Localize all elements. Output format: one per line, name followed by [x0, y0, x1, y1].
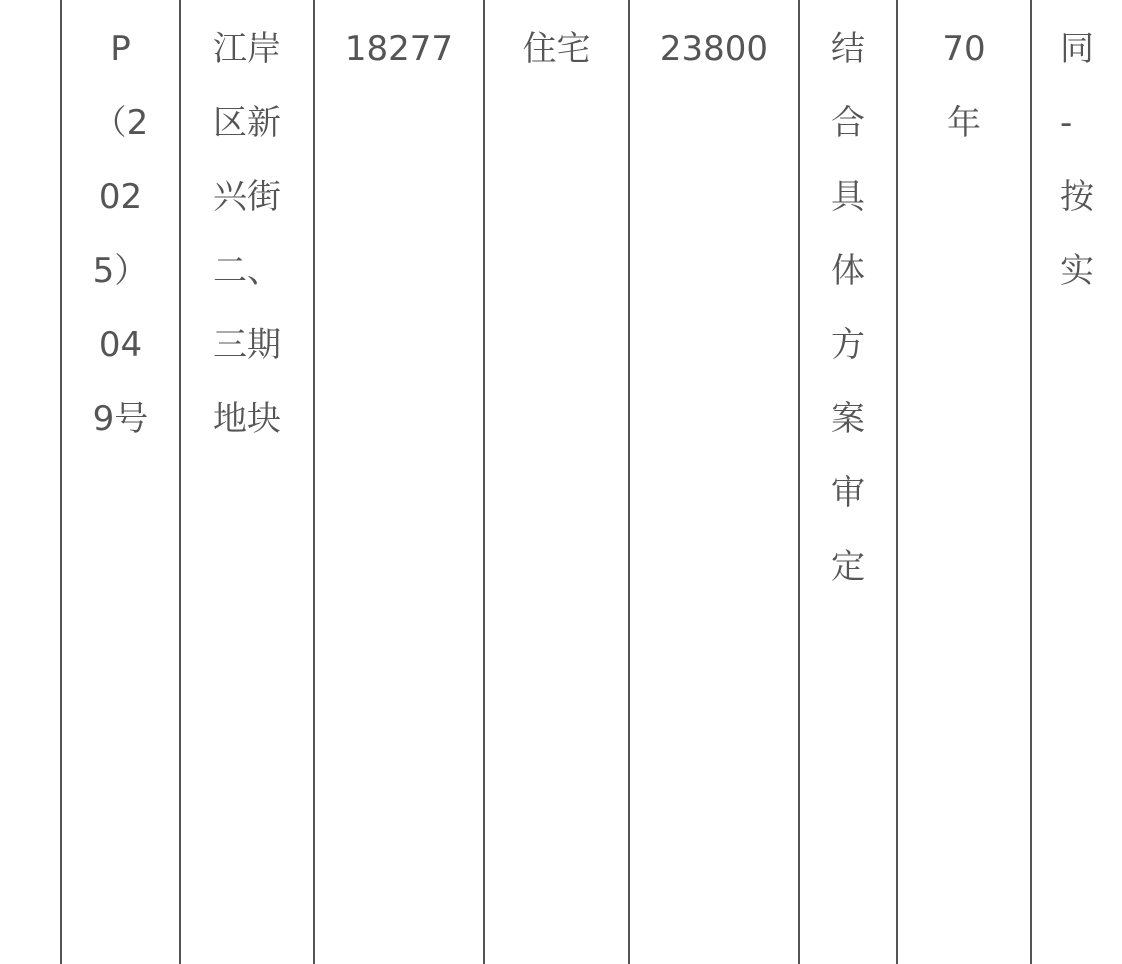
- cell-line: 同: [1060, 29, 1094, 69]
- cell-line: P: [110, 29, 131, 69]
- cell-line: 审: [831, 473, 865, 513]
- cell-use: [485, 0, 628, 964]
- cell-line: 地块: [213, 399, 281, 439]
- cell-line: 方: [831, 325, 865, 365]
- cell-value: 18277: [344, 29, 454, 69]
- cell-line: 区新: [213, 103, 281, 143]
- cell-line: 定: [831, 547, 865, 587]
- cell-line: 兴街: [213, 177, 281, 217]
- cell-line: 年: [947, 103, 981, 143]
- cell-line: 结: [831, 29, 865, 69]
- cell-value: 住宅: [522, 29, 591, 69]
- cell-value: 23800: [659, 29, 769, 69]
- cell-plan-note: [800, 0, 896, 964]
- cell-line: 三期: [213, 325, 281, 365]
- cell-line: 体: [831, 251, 865, 291]
- cell-line: 具: [831, 177, 865, 217]
- cell-price: [630, 0, 798, 964]
- cell-line: 02: [98, 177, 143, 217]
- cell-line: -: [1060, 103, 1073, 143]
- cell-line: （2: [92, 103, 149, 143]
- cell-line: 实: [1060, 251, 1094, 291]
- cell-area: [315, 0, 483, 964]
- cell-term: [898, 0, 1030, 964]
- cell-lot-number: [62, 0, 179, 964]
- cell-line: 5）: [92, 251, 149, 291]
- cell-partial: [1032, 0, 1122, 964]
- cell-line: 二、: [213, 251, 281, 291]
- cell-line: 合: [831, 103, 865, 143]
- cell-line: 江岸: [213, 29, 281, 69]
- cell-line: 70: [942, 29, 986, 69]
- cell-location: [181, 0, 313, 964]
- cell-line: 案: [831, 399, 865, 439]
- cell-line: 按: [1060, 177, 1094, 217]
- cell-line: 04: [98, 325, 143, 365]
- cell-line: 9号: [92, 399, 149, 439]
